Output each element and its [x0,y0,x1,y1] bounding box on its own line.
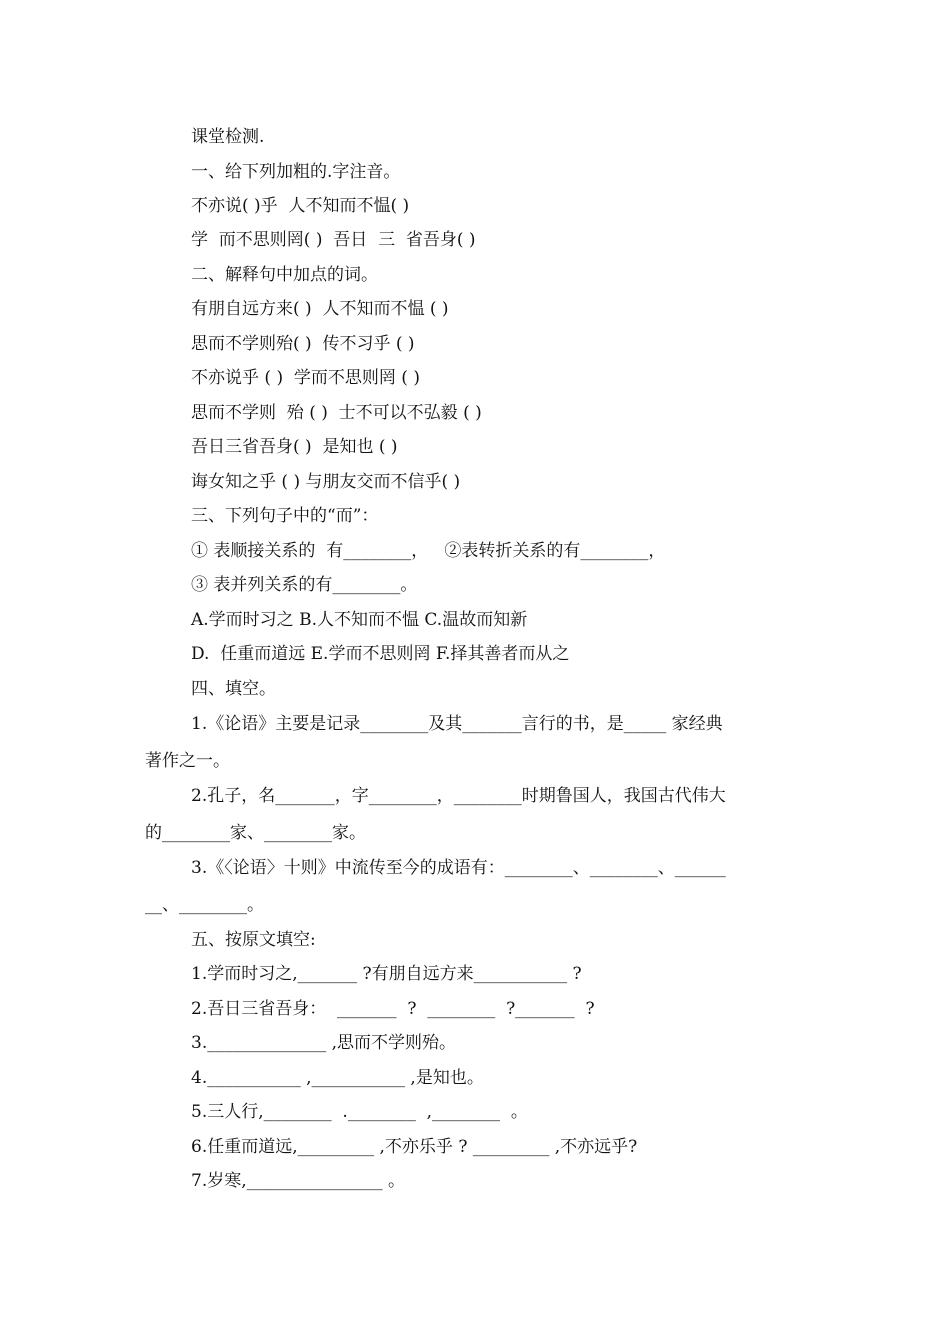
worksheet-heading: 课堂检测. [191,127,265,147]
section-2-line-2: 思而不学则殆( ) 传不习乎 ( ) [191,334,415,354]
section-4-q2-line-1: 2.孔子，名_______，字________，________时期鲁国人，我国古代伟大 [191,786,726,806]
section-5-line-4: 4.___________ ,___________ ,是知也。 [191,1068,484,1088]
section-5-line-5: 5.三人行,________ .________ ,________ 。 [191,1102,528,1122]
section-4-q1-line-2: 著作之一。 [145,751,230,771]
section-4-q2-line-2: 的________家、________家。 [145,823,366,843]
section-5-title: 五、按原文填空: [191,930,316,950]
section-2-line-1: 有朋自远方来( ) 人不知而不愠 ( ) [191,299,449,319]
section-3-title: 三、下列句子中的“而”： [191,506,379,526]
section-5-line-3: 3.______________ ,思而不学则殆。 [191,1033,457,1053]
section-4-q3-line-2: __、________。 [145,895,264,915]
section-4-title: 四、填空。 [191,679,276,699]
section-2-line-3: 不亦说乎 ( ) 学而不思则罔 ( ) [191,368,420,388]
section-5-line-6: 6.任重而道远,_________ ,不亦乐乎 ? _________ ,不亦远乎? [191,1137,638,1157]
section-1-line-2: 学 而不思则罔( ) 吾日 三 省吾身( ) [191,230,476,250]
section-2-line-4: 思而不学则 殆 ( ) 士不可以不弘毅 ( ) [191,403,482,423]
section-2-line-5: 吾日三省吾身( ) 是知也 ( ) [191,437,398,457]
section-4-q3-line-1: 3.《〈论语〉十则》中流传至今的成语有：________、________、______ [191,858,726,878]
section-5-line-7: 7.岁寒,________________ 。 [191,1171,406,1191]
section-1-title: 一、给下列加粗的.字注音。 [191,162,401,182]
section-3-line-2: ③ 表并列关系的有________。 [191,575,418,595]
section-2-title: 二、解释句中加点的词。 [191,265,378,285]
section-3-options-d-f: D. 任重而道远 E.学而不思则罔 F.择其善者而从之 [191,644,570,664]
section-2-line-6: 诲女知之乎 ( ) 与朋友交而不信乎( ) [191,472,461,492]
section-5-line-2: 2.吾日三省吾身： _______ ? ________ ?_______ ? [191,999,595,1019]
section-5-line-1: 1.学而时习之,_______ ?有朋自远方来___________ ? [191,964,582,984]
section-3-line-1: ① 表顺接关系的 有________， ②表转折关系的有________， [191,541,666,561]
section-3-options-a-c: A.学而时习之 B.人不知而不愠 C.温故而知新 [191,610,528,630]
section-1-line-1: 不亦说( )乎 人不知而不愠( ) [191,196,410,216]
section-4-q1-line-1: 1.《论语》主要是记录________及其_______言行的书，是_____ 家经典 [191,714,723,734]
